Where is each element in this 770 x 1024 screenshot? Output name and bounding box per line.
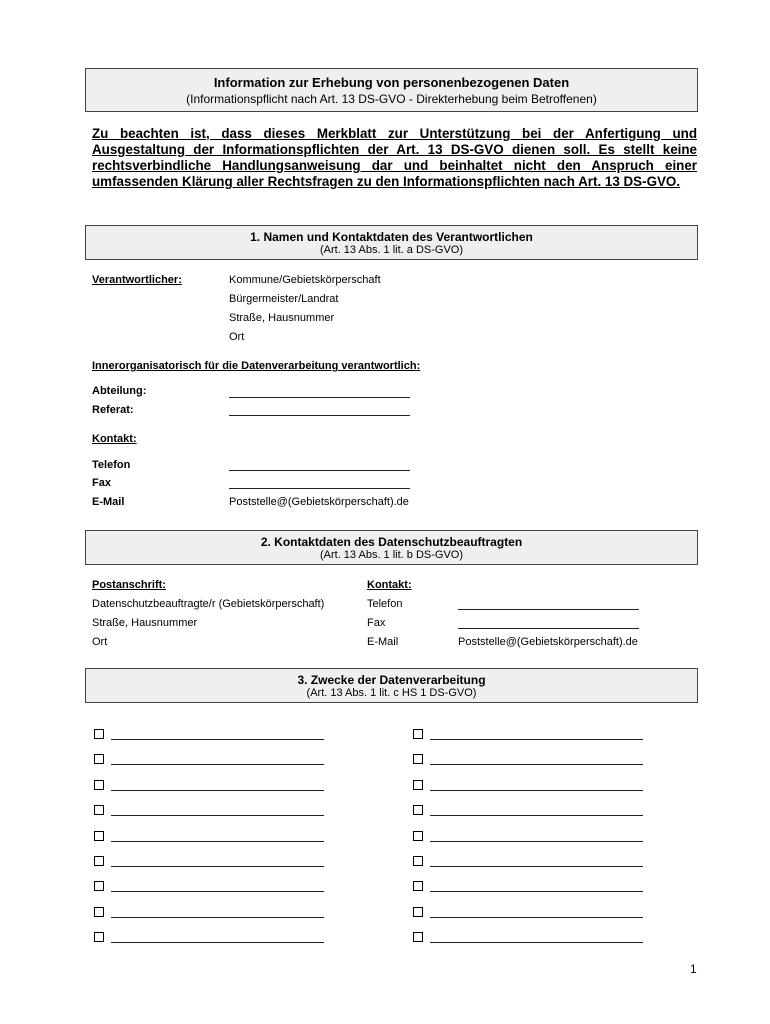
dpo-telefon-label: Telefon bbox=[367, 598, 403, 610]
purpose-checkbox[interactable] bbox=[413, 856, 423, 866]
purpose-checkbox[interactable] bbox=[413, 805, 423, 815]
contact-label: Kontakt: bbox=[92, 433, 137, 445]
section3-header bbox=[85, 668, 698, 703]
section2-subtitle: (Art. 13 Abs. 1 lit. b DS-GVO) bbox=[319, 549, 464, 561]
purpose-field[interactable] bbox=[430, 891, 643, 892]
abteilung-field[interactable] bbox=[229, 397, 410, 398]
email-label: E-Mail bbox=[92, 496, 125, 508]
responsible-line: Ort bbox=[229, 331, 245, 343]
dpo-fax-field[interactable] bbox=[458, 628, 639, 629]
abteilung-label: Abteilung: bbox=[92, 385, 147, 397]
purpose-field[interactable] bbox=[111, 841, 324, 842]
fax-field[interactable] bbox=[229, 488, 410, 489]
purpose-checkbox[interactable] bbox=[413, 881, 423, 891]
purpose-field[interactable] bbox=[430, 739, 643, 740]
dpo-contact-label: Kontakt: bbox=[367, 579, 412, 591]
section2-title: 2. Kontaktdaten des Datenschutzbeauftragten bbox=[260, 535, 523, 549]
dpo-email-label: E-Mail bbox=[367, 636, 399, 648]
purpose-checkbox[interactable] bbox=[413, 754, 423, 764]
purpose-field[interactable] bbox=[430, 841, 643, 842]
purpose-checkbox[interactable] bbox=[413, 831, 423, 841]
section3-subtitle: (Art. 13 Abs. 1 lit. c HS 1 DS-GVO) bbox=[306, 687, 477, 699]
purpose-checkbox[interactable] bbox=[94, 932, 104, 942]
referat-label: Referat: bbox=[92, 404, 134, 416]
purpose-field[interactable] bbox=[111, 815, 324, 816]
purpose-checkbox[interactable] bbox=[94, 780, 104, 790]
section1-title: 1. Namen und Kontaktdaten des Verantwortlichen bbox=[250, 230, 533, 244]
page-number: 1 bbox=[690, 962, 697, 976]
purpose-checkbox[interactable] bbox=[94, 856, 104, 866]
purpose-field[interactable] bbox=[430, 866, 643, 867]
purpose-field[interactable] bbox=[430, 790, 643, 791]
purpose-checkbox[interactable] bbox=[94, 729, 104, 739]
purpose-field[interactable] bbox=[111, 891, 324, 892]
fax-label: Fax bbox=[92, 477, 111, 489]
internal-responsibility-label: Innerorganisatorisch für die Datenverarbeitung verantwortlich: bbox=[92, 360, 421, 372]
postal-line: Datenschutzbeauftragte/r (Gebietskörperschaft) bbox=[92, 598, 325, 610]
referat-field[interactable] bbox=[229, 415, 410, 416]
purpose-checkbox[interactable] bbox=[94, 881, 104, 891]
telefon-label: Telefon bbox=[92, 459, 131, 471]
purpose-checkbox[interactable] bbox=[94, 805, 104, 815]
postal-label: Postanschrift: bbox=[92, 579, 166, 591]
purpose-checkbox[interactable] bbox=[413, 932, 423, 942]
purpose-field[interactable] bbox=[111, 942, 324, 943]
responsible-label: Verantwortlicher: bbox=[92, 274, 182, 286]
section1-subtitle: (Art. 13 Abs. 1 lit. a DS-GVO) bbox=[319, 244, 464, 256]
purpose-field[interactable] bbox=[111, 917, 324, 918]
responsible-line: Straße, Hausnummer bbox=[229, 312, 335, 324]
responsible-line: Bürgermeister/Landrat bbox=[229, 293, 339, 305]
document-title: Information zur Erhebung von personenbezogenen Daten bbox=[213, 75, 570, 90]
purpose-field[interactable] bbox=[430, 917, 643, 918]
responsible-line: Kommune/Gebietskörperschaft bbox=[229, 274, 381, 286]
purpose-checkbox[interactable] bbox=[94, 907, 104, 917]
dpo-telefon-field[interactable] bbox=[458, 609, 639, 610]
section1-header bbox=[85, 225, 698, 260]
purpose-field[interactable] bbox=[111, 739, 324, 740]
document-subtitle: (Informationspflicht nach Art. 13 DS-GVO - Direkterhebung beim Betroffenen) bbox=[186, 92, 597, 106]
document-header bbox=[85, 68, 698, 112]
section2-header bbox=[85, 530, 698, 565]
purpose-checkbox[interactable] bbox=[413, 907, 423, 917]
purpose-field[interactable] bbox=[430, 942, 643, 943]
purpose-checkbox[interactable] bbox=[413, 780, 423, 790]
postal-line: Straße, Hausnummer bbox=[92, 617, 198, 629]
dpo-fax-label: Fax bbox=[367, 617, 386, 629]
purpose-field[interactable] bbox=[430, 764, 643, 765]
purpose-field[interactable] bbox=[430, 815, 643, 816]
purpose-field[interactable] bbox=[111, 790, 324, 791]
email-value: Poststelle@(Gebietskörperschaft).de bbox=[229, 496, 409, 508]
purpose-field[interactable] bbox=[111, 866, 324, 867]
purpose-checkbox[interactable] bbox=[94, 754, 104, 764]
section3-title: 3. Zwecke der Datenverarbeitung bbox=[297, 673, 486, 687]
telefon-field[interactable] bbox=[229, 470, 410, 471]
dpo-email-value: Poststelle@(Gebietskörperschaft).de bbox=[458, 636, 638, 648]
purpose-field[interactable] bbox=[111, 764, 324, 765]
purpose-checkbox[interactable] bbox=[413, 729, 423, 739]
notice-paragraph: Zu beachten ist, dass dieses Merkblatt zur Unterstützung bei der Anfertigung und Ausgestaltung der Informationspflichten der Art. 13 DS-GVO dienen soll. Es stellt keine rechtsverbindliche Handlungsanweisung dar und beinhaltet nicht den Anspruch einer umfassenden Klärung aller Rechtsfragen zu den Informationspflichten nach Art. 13 DS-GVO. bbox=[92, 126, 697, 189]
purpose-checkbox[interactable] bbox=[94, 831, 104, 841]
postal-line: Ort bbox=[92, 636, 108, 648]
